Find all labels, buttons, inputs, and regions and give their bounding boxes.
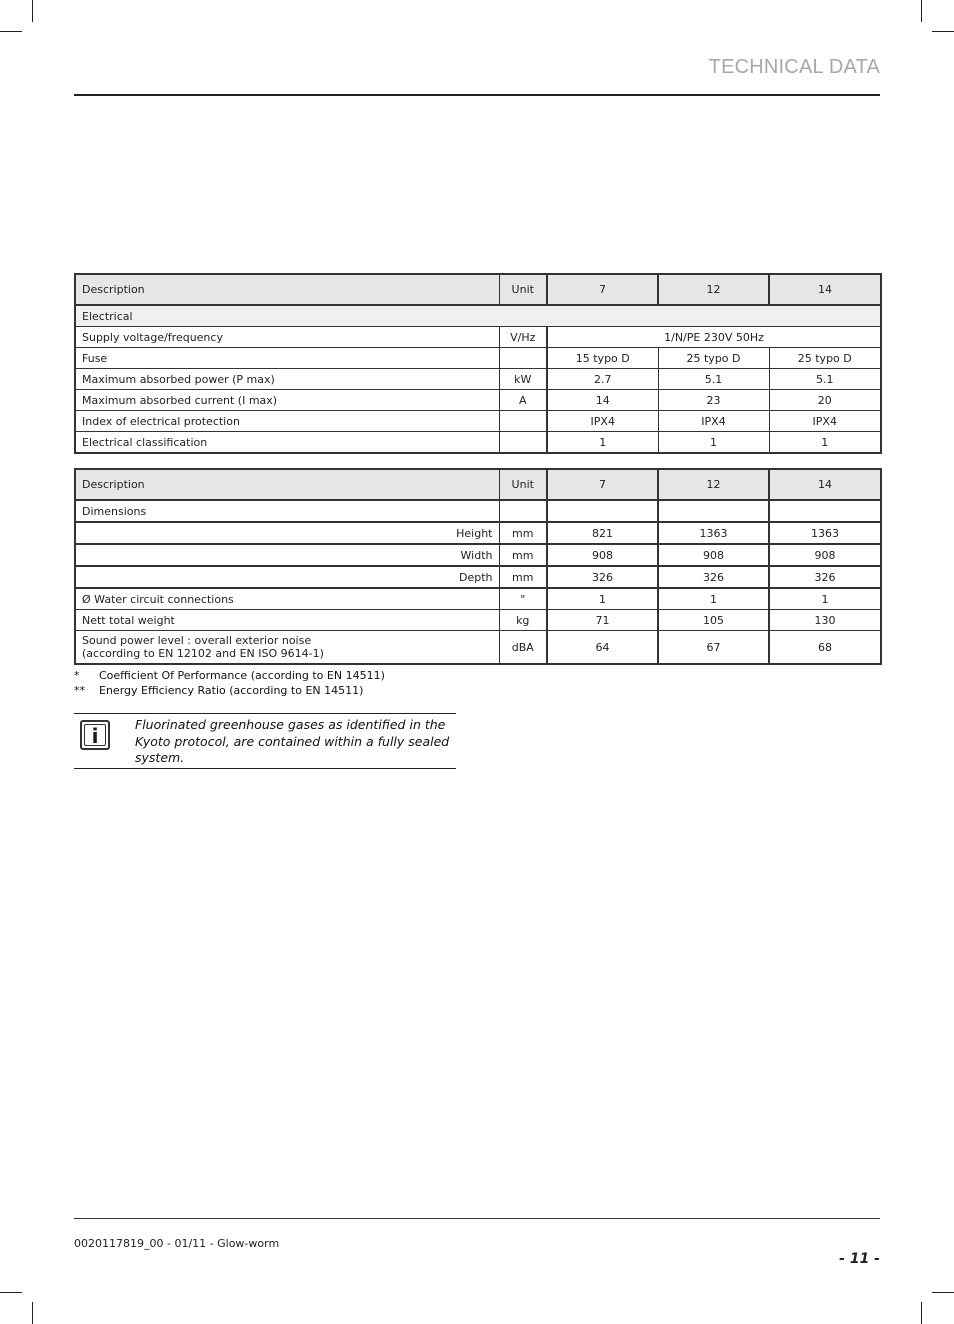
table-row xyxy=(75,432,881,454)
crop-mark xyxy=(0,1292,22,1293)
row-value: IPX4 xyxy=(769,411,881,432)
row-label: Depth xyxy=(75,566,499,588)
footnote xyxy=(74,668,385,683)
table-row xyxy=(75,544,881,566)
row-value: 68 xyxy=(769,631,881,665)
row-unit: " xyxy=(499,588,547,610)
column-header-model-14: 14 xyxy=(769,469,881,500)
row-value: 130 xyxy=(769,610,881,631)
row-unit: mm xyxy=(499,522,547,544)
row-value: 5.1 xyxy=(769,369,881,390)
column-header-model-12: 12 xyxy=(658,274,769,305)
info-text: Fluorinated greenhouse gases as identified in the Kyoto protocol, are contained within a fully sealed system. xyxy=(135,717,450,765)
row-value: 908 xyxy=(547,544,658,566)
row-value: 15 typo D xyxy=(547,348,658,369)
section-row xyxy=(75,305,881,327)
row-value: 821 xyxy=(547,522,658,544)
row-unit: mm xyxy=(499,544,547,566)
header-divider xyxy=(74,94,880,96)
row-label: Supply voltage/frequency xyxy=(75,327,499,348)
row-label-line: Sound power level : overall exterior noise xyxy=(82,634,312,647)
row-label: Index of electrical protection xyxy=(75,411,499,432)
row-value: 23 xyxy=(658,390,769,411)
empty-cell xyxy=(499,500,547,522)
table-row xyxy=(75,390,881,411)
row-label: Electrical classification xyxy=(75,432,499,454)
row-unit: dBA xyxy=(499,631,547,665)
row-value: 105 xyxy=(658,610,769,631)
table-row xyxy=(75,566,881,588)
row-value: 908 xyxy=(658,544,769,566)
column-header-model-14: 14 xyxy=(769,274,881,305)
row-label xyxy=(75,631,499,665)
row-value: 25 typo D xyxy=(769,348,881,369)
row-value: 20 xyxy=(769,390,881,411)
row-label: Nett total weight xyxy=(75,610,499,631)
footnote-mark: ** xyxy=(74,684,85,697)
table-row xyxy=(75,610,881,631)
row-value: 1363 xyxy=(769,522,881,544)
footnote xyxy=(74,683,385,698)
table-row xyxy=(75,348,881,369)
table-row xyxy=(75,369,881,390)
table-row xyxy=(75,631,881,665)
footnote-text: Energy Efficiency Ratio (according to EN 14511) xyxy=(99,684,364,697)
row-label: Height xyxy=(75,522,499,544)
footer-divider xyxy=(74,1218,880,1219)
row-value: 5.1 xyxy=(658,369,769,390)
row-unit: V/Hz xyxy=(499,327,547,348)
row-value-span: 1/N/PE 230V 50Hz xyxy=(547,327,881,348)
info-icon xyxy=(80,720,110,750)
column-header-description: Description xyxy=(75,274,499,305)
info-notice xyxy=(74,713,456,769)
info-icon-glyph: i xyxy=(91,724,99,748)
row-value: 908 xyxy=(769,544,881,566)
column-header-model-12: 12 xyxy=(658,469,769,500)
row-value: 1 xyxy=(769,588,881,610)
crop-mark xyxy=(32,0,33,22)
row-value: 1363 xyxy=(658,522,769,544)
row-value: 64 xyxy=(547,631,658,665)
column-header-description: Description xyxy=(75,469,499,500)
row-value: 71 xyxy=(547,610,658,631)
crop-mark xyxy=(32,1302,33,1324)
crop-mark xyxy=(932,31,954,32)
row-unit: kW xyxy=(499,369,547,390)
column-header-unit: Unit xyxy=(499,274,547,305)
row-value: 1 xyxy=(658,588,769,610)
row-unit xyxy=(499,348,547,369)
footnote-text: Coefficient Of Performance (according to EN 14511) xyxy=(99,669,385,682)
row-label: Width xyxy=(75,544,499,566)
row-value: 14 xyxy=(547,390,658,411)
section-row xyxy=(75,500,881,522)
row-label-line: (according to EN 12102 and EN ISO 9614-1) xyxy=(82,647,324,660)
empty-cell xyxy=(769,500,881,522)
page-title: TECHNICAL DATA xyxy=(708,56,880,78)
electrical-table xyxy=(74,273,882,454)
row-label: Maximum absorbed power (P max) xyxy=(75,369,499,390)
row-value: IPX4 xyxy=(658,411,769,432)
dimensions-table xyxy=(74,468,882,665)
section-label: Dimensions xyxy=(75,500,499,522)
row-unit: mm xyxy=(499,566,547,588)
row-value: 326 xyxy=(769,566,881,588)
column-header-model-7: 7 xyxy=(547,274,658,305)
empty-cell xyxy=(547,500,658,522)
row-value: 1 xyxy=(547,432,658,454)
row-unit: kg xyxy=(499,610,547,631)
row-value: 326 xyxy=(547,566,658,588)
row-unit: A xyxy=(499,390,547,411)
row-label: Ø Water circuit connections xyxy=(75,588,499,610)
column-header-unit: Unit xyxy=(499,469,547,500)
table-row xyxy=(75,327,881,348)
row-value: 67 xyxy=(658,631,769,665)
row-label: Fuse xyxy=(75,348,499,369)
row-value: IPX4 xyxy=(547,411,658,432)
table-header-row xyxy=(75,274,881,305)
column-header-model-7: 7 xyxy=(547,469,658,500)
footnotes xyxy=(74,668,385,698)
footnote-mark: * xyxy=(74,669,80,682)
page-number: - 11 - xyxy=(839,1251,880,1267)
empty-cell xyxy=(658,500,769,522)
row-label: Maximum absorbed current (I max) xyxy=(75,390,499,411)
row-value: 1 xyxy=(547,588,658,610)
table-row xyxy=(75,588,881,610)
row-value: 25 typo D xyxy=(658,348,769,369)
crop-mark xyxy=(921,1302,922,1324)
table-row xyxy=(75,522,881,544)
row-value: 2.7 xyxy=(547,369,658,390)
row-value: 1 xyxy=(769,432,881,454)
section-label: Electrical xyxy=(75,305,881,327)
row-unit xyxy=(499,432,547,454)
crop-mark xyxy=(921,0,922,22)
document-reference: 0020117819_00 - 01/11 - Glow-worm xyxy=(74,1237,280,1250)
row-unit xyxy=(499,411,547,432)
crop-mark xyxy=(932,1292,954,1293)
table-header-row xyxy=(75,469,881,500)
row-value: 326 xyxy=(658,566,769,588)
row-value: 1 xyxy=(658,432,769,454)
crop-mark xyxy=(0,31,22,32)
table-row xyxy=(75,411,881,432)
